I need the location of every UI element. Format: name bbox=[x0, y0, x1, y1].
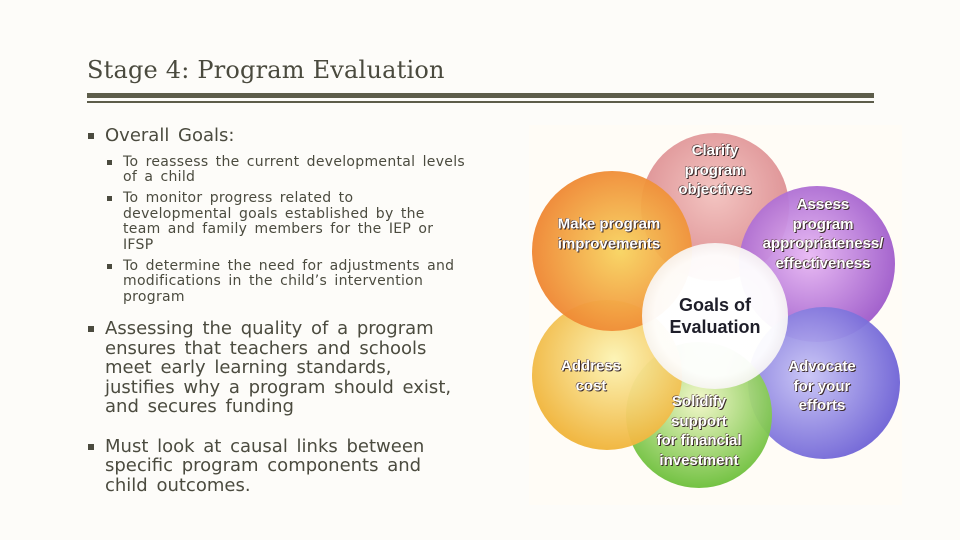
bullet-overall-goals-text: Overall Goals: bbox=[105, 125, 235, 146]
sub-bullet-determine: To determine the need for adjustments and modifications in the child’s intervention program bbox=[105, 259, 467, 305]
title-rule-thin bbox=[87, 101, 874, 103]
bullet-assessing: Assessing the quality of a program ensures that teachers and schools meet early learning standards, justifies why a program should exist, and secures funding bbox=[87, 319, 467, 417]
petal-label-address: Address cost bbox=[560, 357, 622, 394]
sub-bullet-monitor: To monitor progress related to developmental goals established by the team and family members for the IEP or IFSP bbox=[105, 191, 467, 253]
bullet-list bbox=[87, 126, 467, 509]
title-rule-thick bbox=[87, 93, 874, 98]
petal-label-assess: Assess program appropriateness/ effectiveness bbox=[762, 196, 884, 272]
goals-diagram bbox=[529, 125, 902, 505]
bullet-overall-goals bbox=[87, 126, 467, 305]
bullet-causal-links: Must look at causal links between specific program components and child outcomes. bbox=[87, 437, 467, 496]
petal-label-clarify: Clarify program objectives bbox=[678, 141, 752, 198]
petal-label-solidify: Solidify support for financial investment bbox=[656, 393, 742, 469]
petal-label-advocate: Advocate for your efforts bbox=[788, 357, 856, 414]
slide-title: Stage 4: Program Evaluation bbox=[87, 56, 445, 84]
sub-bullet-reassess: To reassess the current developmental levels of a child bbox=[105, 155, 467, 186]
sub-bullet-list bbox=[105, 155, 467, 306]
center-label: Goals of Evaluation bbox=[669, 295, 761, 337]
petal-label-make: Make program improvements bbox=[557, 215, 661, 252]
